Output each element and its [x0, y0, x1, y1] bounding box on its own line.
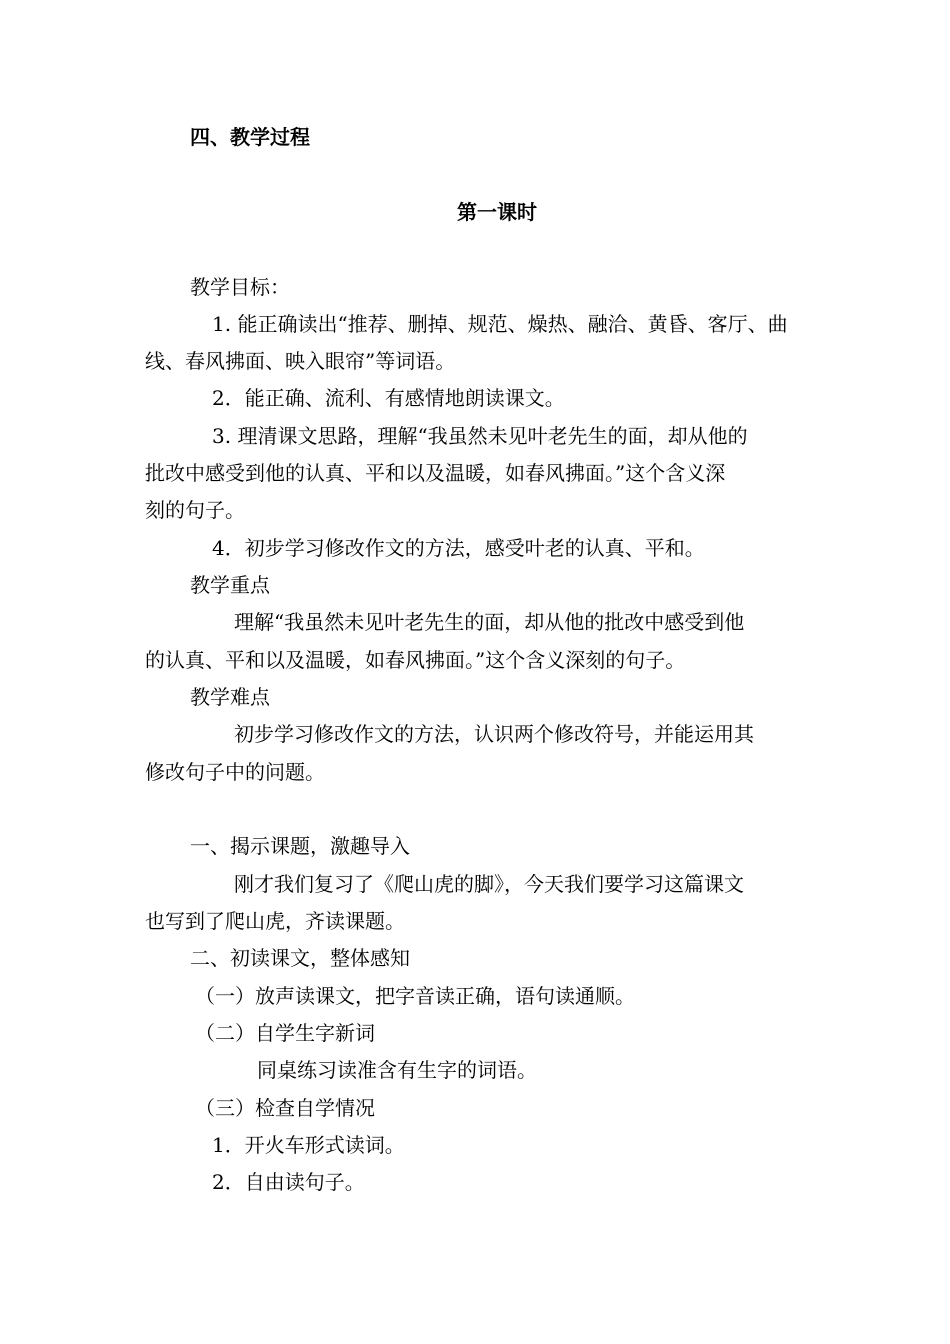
- step-2-sub-3-item-2: 2．自由读句子。: [212, 1170, 365, 1194]
- objective-2: 2．能正确、流利、有感情地朗读课文。: [212, 386, 565, 410]
- objective-3-line-3: 刻的句子。: [145, 498, 245, 522]
- objective-4: 4．初步学习修改作文的方法，感受叶老的认真、平和。: [212, 536, 705, 560]
- difficulty-line-1: 初步学习修改作文的方法，认识两个修改符号，并能运用其: [234, 722, 754, 746]
- key-point-line-1: 理解“我虽然未见叶老先生的面，却从他的批改中感受到他: [234, 610, 745, 634]
- key-point-label: 教学重点: [190, 573, 270, 597]
- step-2-sub-2-detail: 同桌练习读准含有生字的词语。: [257, 1058, 537, 1082]
- objective-3-line-1: 3. 理清课文思路，理解“我虽然未见叶老先生的面，却从他的: [212, 424, 748, 448]
- objective-1-line-1: 1. 能正确读出“推荐、删掉、规范、燥热、融洽、黄昏、客厅、曲: [212, 312, 788, 336]
- difficulty-label: 教学难点: [190, 685, 270, 709]
- objectives-label: 教学目标：: [190, 275, 290, 299]
- lesson-title: 第一课时: [457, 200, 537, 224]
- objective-3-line-2: 批改中感受到他的认真、平和以及温暖，如春风拂面。”这个含义深: [145, 461, 726, 485]
- section-heading: 四、教学过程: [190, 125, 310, 149]
- step-1-line-1: 刚才我们复习了《爬山虎的脚》，今天我们要学习这篇课文: [234, 872, 744, 896]
- step-1-heading: 一、揭示课题，激趣导入: [190, 834, 410, 858]
- objective-1-line-2: 线、春风拂面、映入眼帘”等词语。: [145, 349, 456, 373]
- step-2-sub-3-item-1: 1．开火车形式读词。: [212, 1133, 405, 1157]
- step-2-heading: 二、初读课文，整体感知: [190, 946, 410, 970]
- step-1-line-2: 也写到了爬山虎，齐读课题。: [145, 909, 405, 933]
- key-point-line-2: 的认真、平和以及温暖，如春风拂面。”这个含义深刻的句子。: [145, 648, 686, 672]
- step-2-sub-3: （三）检查自学情况: [195, 1096, 375, 1120]
- step-2-sub-1: （一）放声读课文，把字音读正确，语句读通顺。: [195, 984, 635, 1008]
- step-2-sub-2: （二）自学生字新词: [195, 1021, 375, 1045]
- difficulty-line-2: 修改句子中的问题。: [145, 760, 325, 784]
